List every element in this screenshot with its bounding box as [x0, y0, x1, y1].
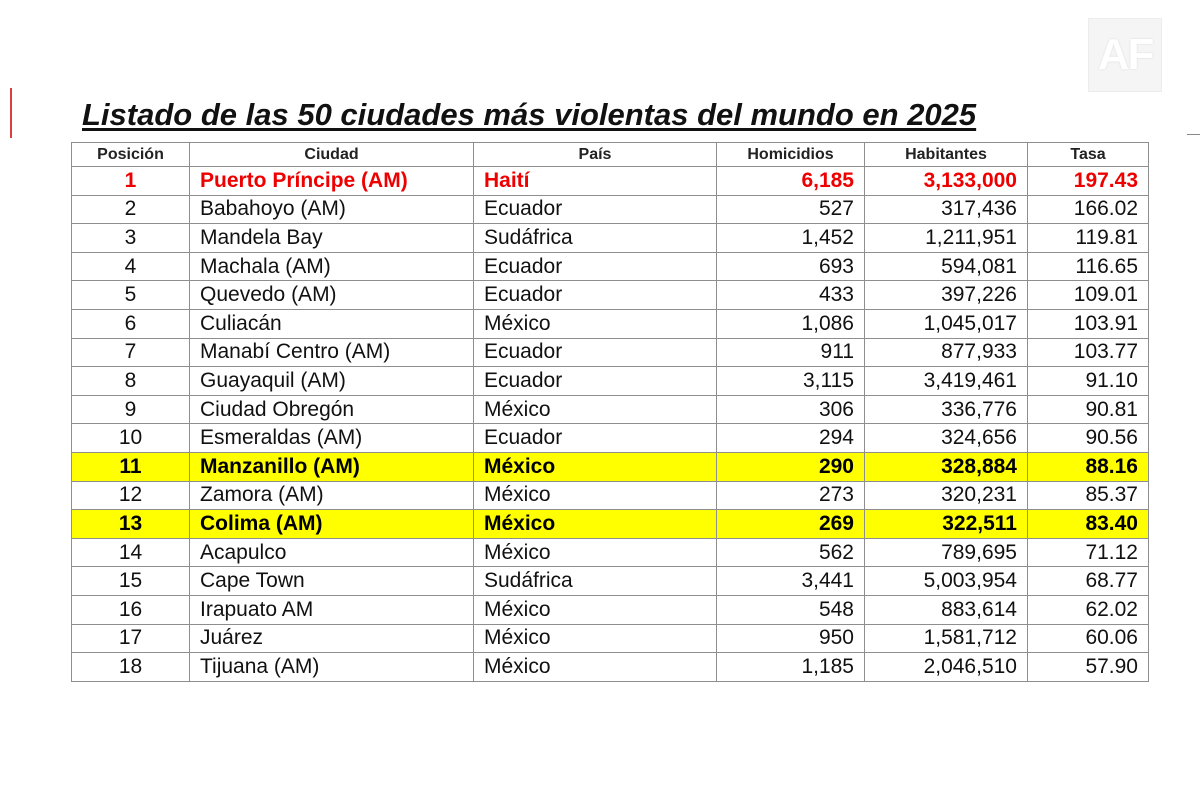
cell-position: 3: [72, 224, 190, 253]
cell-city: Manzanillo (AM): [190, 452, 474, 481]
cell-country: México: [474, 395, 717, 424]
cell-city: Mandela Bay: [190, 224, 474, 253]
cell-position: 12: [72, 481, 190, 510]
cell-country: Haití: [474, 167, 717, 196]
cell-country: México: [474, 510, 717, 539]
cell-position: 11: [72, 452, 190, 481]
cell-homicides: 433: [717, 281, 865, 310]
cell-country: México: [474, 653, 717, 682]
table-header-row: [72, 143, 1149, 167]
cell-city: Guayaquil (AM): [190, 367, 474, 396]
cell-rate: 83.40: [1028, 510, 1149, 539]
cell-country: Ecuador: [474, 338, 717, 367]
page-title: Listado de las 50 ciudades más violentas del mundo en 2025: [82, 97, 977, 132]
cell-rate: 85.37: [1028, 481, 1149, 510]
cell-rate: 88.16: [1028, 452, 1149, 481]
cell-position: 14: [72, 538, 190, 567]
cell-population: 3,419,461: [865, 367, 1028, 396]
table-body: [72, 167, 1149, 682]
table-row: [72, 252, 1149, 281]
table-row: [72, 452, 1149, 481]
cell-rate: 116.65: [1028, 252, 1149, 281]
cell-position: 18: [72, 653, 190, 682]
cell-position: 17: [72, 624, 190, 653]
cell-position: 6: [72, 309, 190, 338]
cell-position: 16: [72, 595, 190, 624]
cell-position: 4: [72, 252, 190, 281]
violent-cities-table: [71, 142, 1149, 682]
cell-country: México: [474, 538, 717, 567]
cell-city: Juárez: [190, 624, 474, 653]
edge-tick-mark: [1187, 134, 1200, 135]
cell-homicides: 950: [717, 624, 865, 653]
cell-position: 15: [72, 567, 190, 596]
cell-city: Acapulco: [190, 538, 474, 567]
cell-city: Tijuana (AM): [190, 653, 474, 682]
cell-country: México: [474, 452, 717, 481]
cell-rate: 62.02: [1028, 595, 1149, 624]
cell-population: 2,046,510: [865, 653, 1028, 682]
cell-homicides: 911: [717, 338, 865, 367]
cell-position: 1: [72, 167, 190, 196]
cell-homicides: 548: [717, 595, 865, 624]
cell-position: 13: [72, 510, 190, 539]
cell-rate: 103.91: [1028, 309, 1149, 338]
cell-city: Irapuato AM: [190, 595, 474, 624]
cell-population: 877,933: [865, 338, 1028, 367]
header-habitantes: Habitantes: [865, 143, 1028, 167]
header-ciudad: Ciudad: [190, 143, 474, 167]
table-row: [72, 395, 1149, 424]
cell-population: 397,226: [865, 281, 1028, 310]
cell-rate: 197.43: [1028, 167, 1149, 196]
cell-country: Ecuador: [474, 195, 717, 224]
cell-population: 3,133,000: [865, 167, 1028, 196]
cell-homicides: 290: [717, 452, 865, 481]
table-row: [72, 624, 1149, 653]
cell-homicides: 1,185: [717, 653, 865, 682]
cell-country: Ecuador: [474, 424, 717, 453]
table-row: [72, 538, 1149, 567]
table-row: [72, 367, 1149, 396]
cell-rate: 68.77: [1028, 567, 1149, 596]
cell-population: 317,436: [865, 195, 1028, 224]
cell-position: 2: [72, 195, 190, 224]
header-pais: País: [474, 143, 717, 167]
cell-rate: 60.06: [1028, 624, 1149, 653]
cell-rate: 109.01: [1028, 281, 1149, 310]
table-row: [72, 281, 1149, 310]
cell-city: Cape Town: [190, 567, 474, 596]
af-logo-text: AF: [1097, 30, 1153, 79]
cell-homicides: 693: [717, 252, 865, 281]
cell-city: Zamora (AM): [190, 481, 474, 510]
cell-homicides: 306: [717, 395, 865, 424]
cell-population: 789,695: [865, 538, 1028, 567]
cell-country: México: [474, 309, 717, 338]
cell-position: 7: [72, 338, 190, 367]
cell-position: 10: [72, 424, 190, 453]
red-edge-mark: [10, 88, 12, 138]
cell-country: México: [474, 595, 717, 624]
cell-city: Culiacán: [190, 309, 474, 338]
cell-rate: 90.56: [1028, 424, 1149, 453]
header-posicion: Posición: [72, 143, 190, 167]
cell-population: 322,511: [865, 510, 1028, 539]
table-row: [72, 567, 1149, 596]
table-row: [72, 481, 1149, 510]
table-row: [72, 424, 1149, 453]
cell-population: 883,614: [865, 595, 1028, 624]
table-row: [72, 510, 1149, 539]
cell-population: 328,884: [865, 452, 1028, 481]
cell-population: 320,231: [865, 481, 1028, 510]
cell-population: 1,581,712: [865, 624, 1028, 653]
cell-homicides: 269: [717, 510, 865, 539]
cell-homicides: 294: [717, 424, 865, 453]
cell-rate: 91.10: [1028, 367, 1149, 396]
table-row: [72, 653, 1149, 682]
table-row: [72, 195, 1149, 224]
cell-homicides: 527: [717, 195, 865, 224]
cell-country: Ecuador: [474, 367, 717, 396]
cell-homicides: 273: [717, 481, 865, 510]
cell-country: Ecuador: [474, 281, 717, 310]
table-row: [72, 595, 1149, 624]
cell-country: Sudáfrica: [474, 567, 717, 596]
cell-rate: 103.77: [1028, 338, 1149, 367]
table-row: [72, 167, 1149, 196]
cell-country: Sudáfrica: [474, 224, 717, 253]
cell-population: 324,656: [865, 424, 1028, 453]
cell-homicides: 1,452: [717, 224, 865, 253]
cell-city: Puerto Príncipe (AM): [190, 167, 474, 196]
cell-city: Esmeraldas (AM): [190, 424, 474, 453]
cell-population: 336,776: [865, 395, 1028, 424]
cell-homicides: 1,086: [717, 309, 865, 338]
af-logo: [1088, 18, 1162, 92]
cell-population: 594,081: [865, 252, 1028, 281]
table-row: [72, 338, 1149, 367]
cell-rate: 166.02: [1028, 195, 1149, 224]
cell-population: 1,211,951: [865, 224, 1028, 253]
cell-homicides: 3,441: [717, 567, 865, 596]
header-homicidios: Homicidios: [717, 143, 865, 167]
cell-city: Machala (AM): [190, 252, 474, 281]
table-row: [72, 309, 1149, 338]
cell-rate: 119.81: [1028, 224, 1149, 253]
cell-homicides: 6,185: [717, 167, 865, 196]
cell-homicides: 562: [717, 538, 865, 567]
cell-population: 5,003,954: [865, 567, 1028, 596]
cell-homicides: 3,115: [717, 367, 865, 396]
cell-position: 8: [72, 367, 190, 396]
cell-rate: 57.90: [1028, 653, 1149, 682]
header-tasa: Tasa: [1028, 143, 1149, 167]
cell-country: México: [474, 481, 717, 510]
table-row: [72, 224, 1149, 253]
cell-city: Manabí Centro (AM): [190, 338, 474, 367]
cell-city: Babahoyo (AM): [190, 195, 474, 224]
cell-country: México: [474, 624, 717, 653]
cell-position: 9: [72, 395, 190, 424]
cell-population: 1,045,017: [865, 309, 1028, 338]
cell-rate: 71.12: [1028, 538, 1149, 567]
cell-country: Ecuador: [474, 252, 717, 281]
cell-city: Quevedo (AM): [190, 281, 474, 310]
cell-city: Ciudad Obregón: [190, 395, 474, 424]
cell-position: 5: [72, 281, 190, 310]
cell-city: Colima (AM): [190, 510, 474, 539]
cell-rate: 90.81: [1028, 395, 1149, 424]
